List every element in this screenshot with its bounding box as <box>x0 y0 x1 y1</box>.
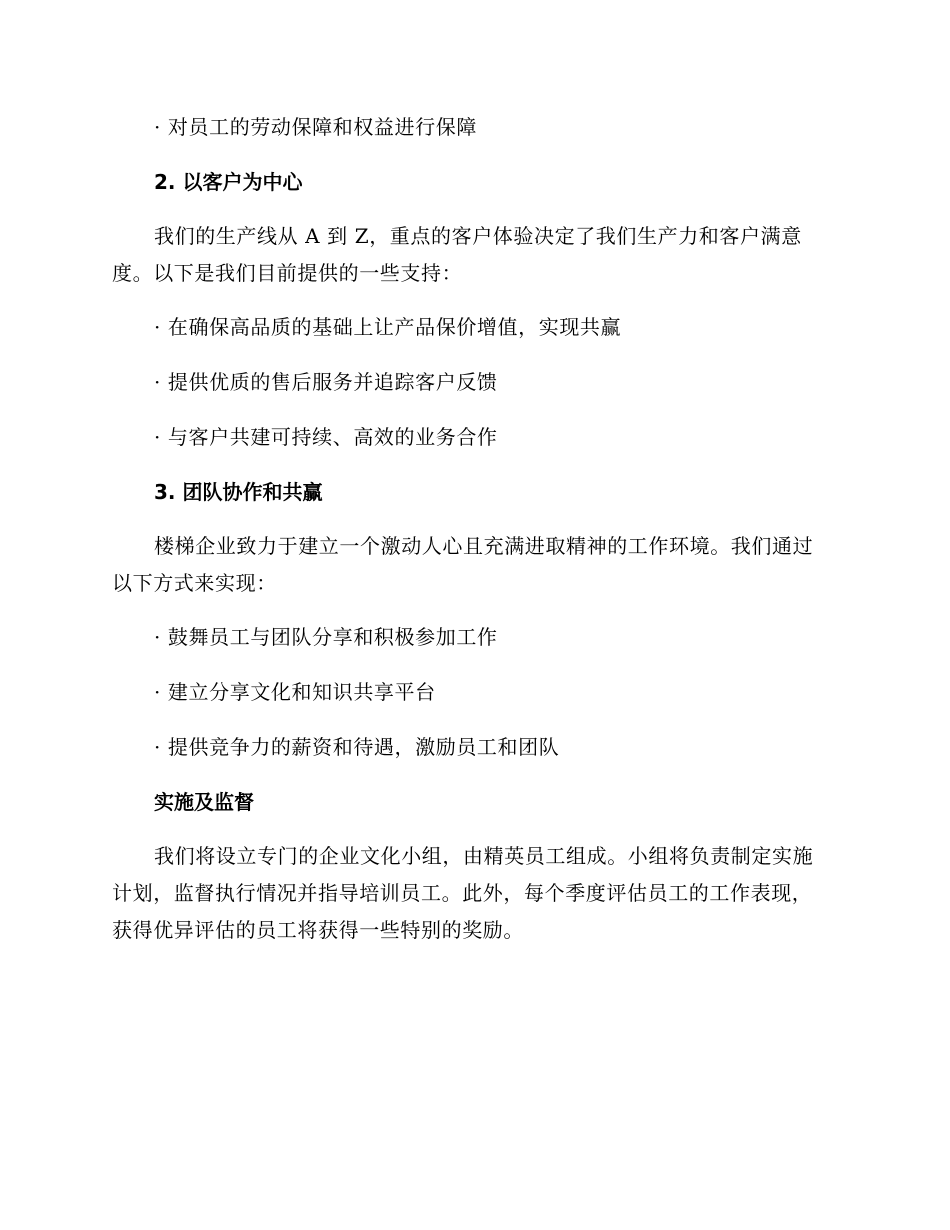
bullet-item: · 与客户共建可持续、高效的业务合作 <box>154 425 498 449</box>
section-heading: 2. 以客户为中心 <box>154 170 303 194</box>
bullet-item: · 在确保高品质的基础上让产品保价增值，实现共赢 <box>154 315 622 339</box>
bullet-item: · 提供竞争力的薪资和待遇，激励员工和团队 <box>154 735 560 759</box>
bullet-item: · 建立分享文化和知识共享平台 <box>154 680 436 704</box>
bullet-item: · 提供优质的售后服务并追踪客户反馈 <box>154 370 498 394</box>
document-body <box>112 109 832 966</box>
bullet-item: · 对员工的劳动保障和权益进行保障 <box>154 115 477 139</box>
section-heading: 实施及监督 <box>154 790 254 814</box>
paragraph: 我们将设立专门的企业文化小组，由精英员工组成。小组将负责制定实施计划，监督执行情况并指导培训员工。此外，每个季度评估员工的工作表现，获得优异评估的员工将获得一些特别的奖励。 <box>112 844 814 942</box>
paragraph: 我们的生产线从 A 到 Z，重点的客户体验决定了我们生产力和客户满意度。以下是我们目前提供的一些支持： <box>112 224 802 285</box>
bullet-item: · 鼓舞员工与团队分享和积极参加工作 <box>154 625 498 649</box>
paragraph: 楼梯企业致力于建立一个激动人心且充满进取精神的工作环境。我们通过以下方式来实现： <box>112 534 814 595</box>
section-heading: 3. 团队协作和共赢 <box>154 480 323 504</box>
